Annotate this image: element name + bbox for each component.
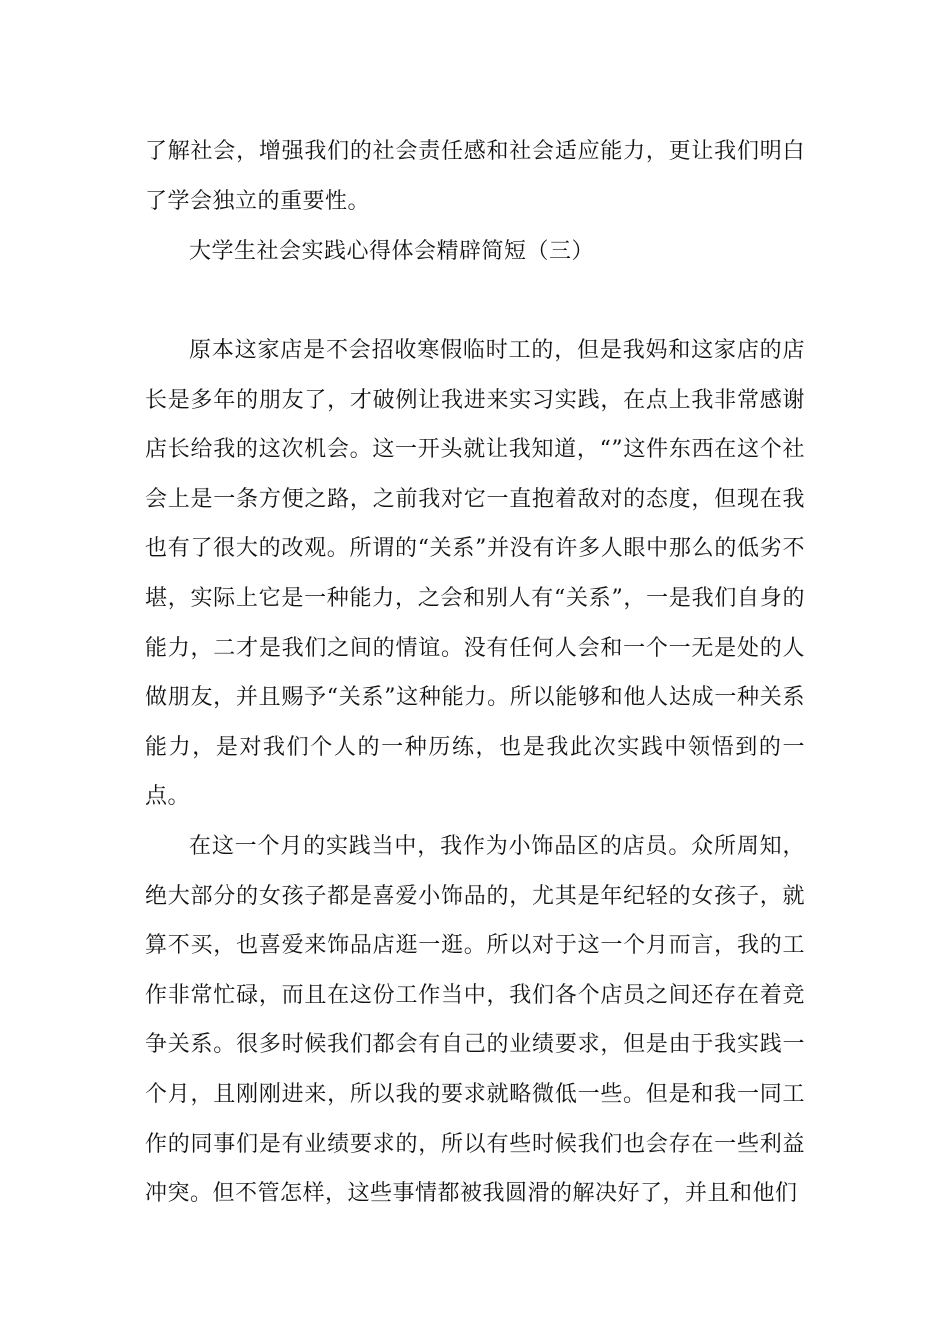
section-heading: 大学生社会实践心得体会精辟简短（三） [189,239,595,264]
continuation-paragraph: 了解社会，增强我们的社会责任感和社会适应能力，更让我们明白了学会独立的重要性。 [145,139,805,214]
body-paragraph-2: 在这一个月的实践当中，我作为小饰品区的店员。众所周知，绝大部分的女孩子都是喜爱小饰品的，尤其是年纪轻的女孩子，就算不买，也喜爱来饰品店逛一逛。所以对于这一个月而言，我的工作非常忙碌，而且在这份工作当中，我们各个店员之间还存在着竞争关系。很多时候我们都会有自己的业绩要求，但是由于我实践一个月，且刚刚进来，所以我的要求就略微低一些。但是和我一同工作的同事们是有业绩要求的，所以有些时候我们也会存在一些利益冲突。但不管怎样，这些事情都被我圆滑的解决好了，并且和他们 [145,834,805,1207]
body-paragraph-1: 原本这家店是不会招收寒假临时工的，但是我妈和这家店的店长是多年的朋友了，才破例让我进来实习实践，在点上我非常感谢店长给我的这次机会。这一开头就让我知道，“”这件东西在这个社会上是一条方便之路，之前我对它一直抱着敌对的态度，但现在我也有了很大的改观。所谓的“关系”并没有许多人眼中那么的低劣不堪，实际上它是一种能力，之会和别人有“关系”，一是我们自身的能力，二才是我们之间的情谊。没有任何人会和一个一无是处的人做朋友，并且赐予“关系”这种能力。所以能够和他人达成一种关系能力，是对我们个人的一种历练，也是我此次实践中领悟到的一点。 [145,338,805,810]
